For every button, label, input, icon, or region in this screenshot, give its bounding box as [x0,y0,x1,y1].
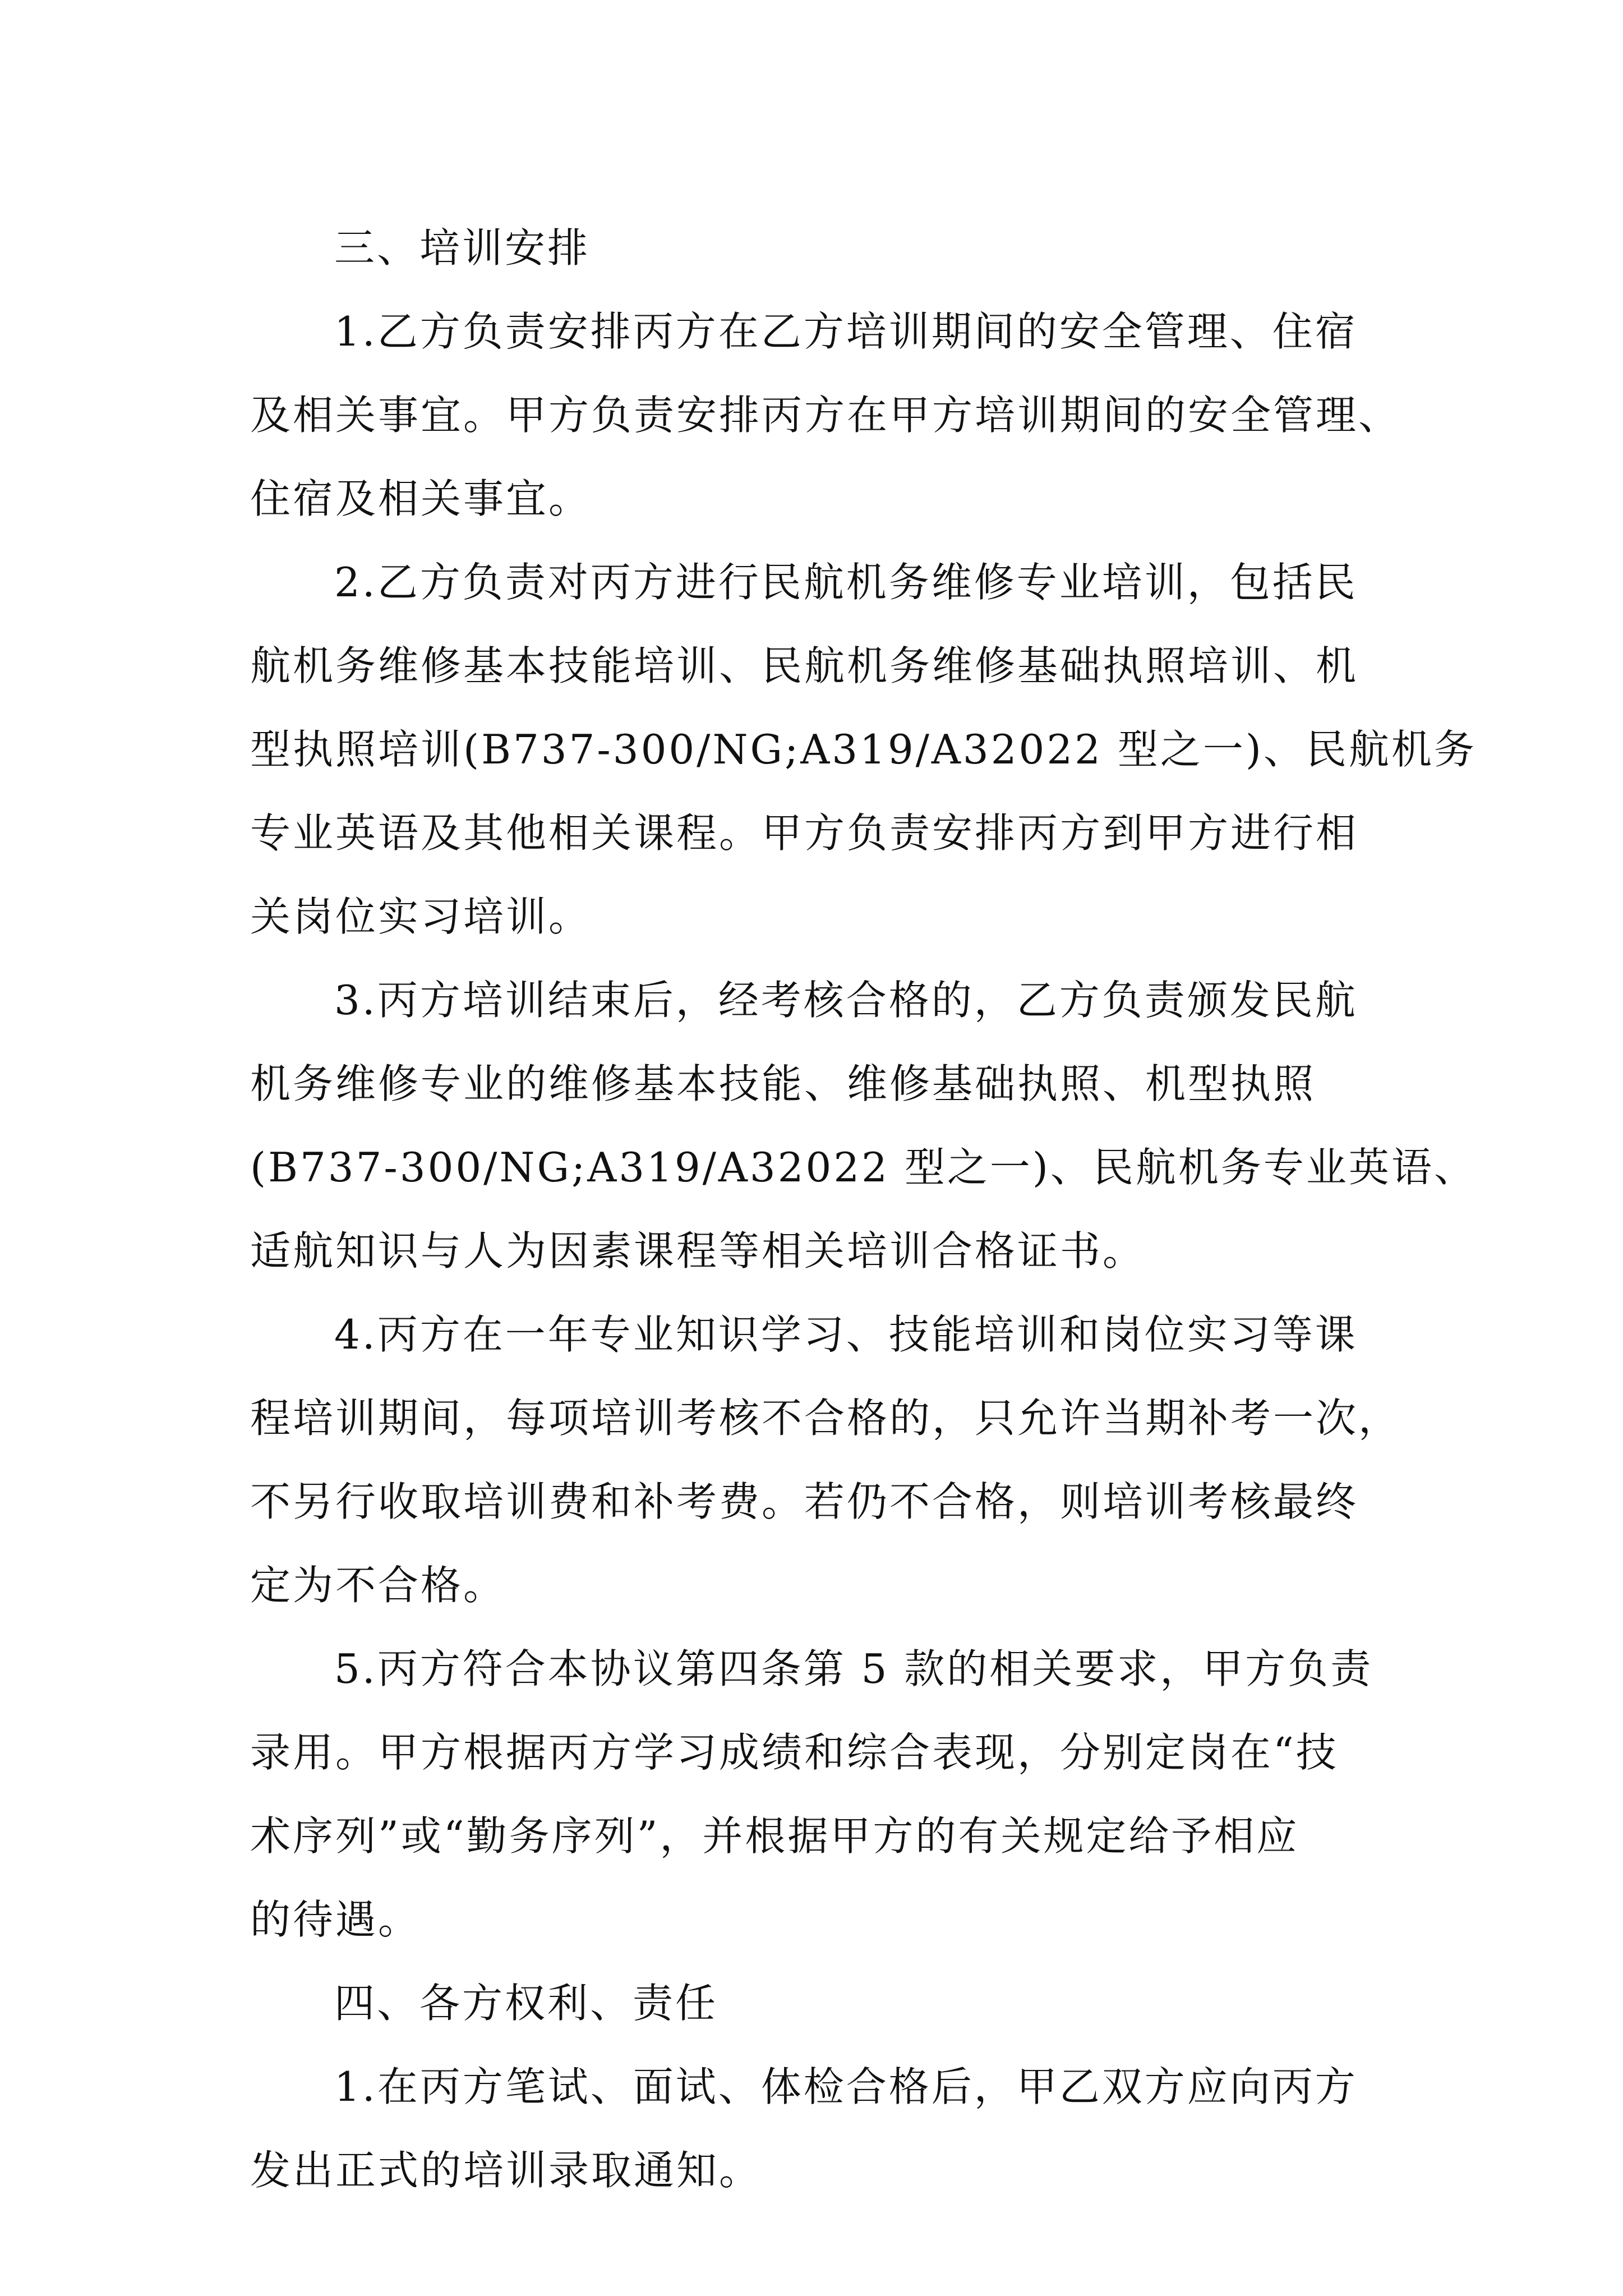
document-body [250,206,1477,2212]
paragraph-line: (B737-300/NG;A319/A32022 型之一)、民航机务专业英语、 [250,1144,1477,1191]
paragraph-line: 的待遇。 [250,1896,421,1943]
paragraph-line: 住宿及相关事宜。 [250,475,592,522]
section-heading-rights-responsibilities: 四、各方权利、责任 [334,1980,718,2027]
paragraph-line: 程培训期间，每项培训考核不合格的，只允许当期补考一次， [250,1395,1401,1442]
paragraph-line: 航机务维修基本技能培训、民航机务维修基础执照培训、机 [250,642,1359,689]
paragraph-line: 3.丙方培训结束后，经考核合格的，乙方负责颁发民航 [334,977,1358,1024]
paragraph-line: 2.乙方负责对丙方进行民航机务维修专业培训，包括民 [334,559,1358,606]
paragraph-line: 发出正式的培训录取通知。 [250,2147,762,2194]
paragraph-line: 术序列”或“勤务序列”，并根据甲方的有关规定给予相应 [250,1812,1299,1860]
paragraph-line: 5.丙方符合本协议第四条第 5 款的相关要求，甲方负责 [334,1645,1373,1692]
paragraph-line: 及相关事宜。甲方负责安排丙方在甲方培训期间的安全管理、 [250,392,1401,439]
paragraph-line: 关岗位实习培训。 [250,893,592,940]
paragraph-line: 4.丙方在一年专业知识学习、技能培训和岗位实习等课 [334,1311,1358,1358]
paragraph-line: 定为不合格。 [250,1562,506,1609]
paragraph-line: 不另行收取培训费和补考费。若仍不合格，则培训考核最终 [250,1478,1359,1525]
paragraph-line: 机务维修专业的维修基本技能、维修基础执照、机型执照 [250,1060,1316,1107]
paragraph-line: 录用。甲方根据丙方学习成绩和综合表现，分别定岗在“技 [250,1729,1339,1776]
paragraph-line: 适航知识与人为因素课程等相关培训合格证书。 [250,1227,1146,1274]
paragraph-line: 1.乙方负责安排丙方在乙方培训期间的安全管理、住宿 [334,308,1358,355]
section-heading-training-arrangement: 三、培训安排 [334,224,591,272]
paragraph-line: 1.在丙方笔试、面试、体检合格后，甲乙双方应向丙方 [334,2063,1358,2110]
paragraph-line: 专业英语及其他相关课程。甲方负责安排丙方到甲方进行相 [250,809,1359,857]
paragraph-line: 型执照培训(B737-300/NG;A319/A32022 型之一)、民航机务 [250,726,1477,773]
